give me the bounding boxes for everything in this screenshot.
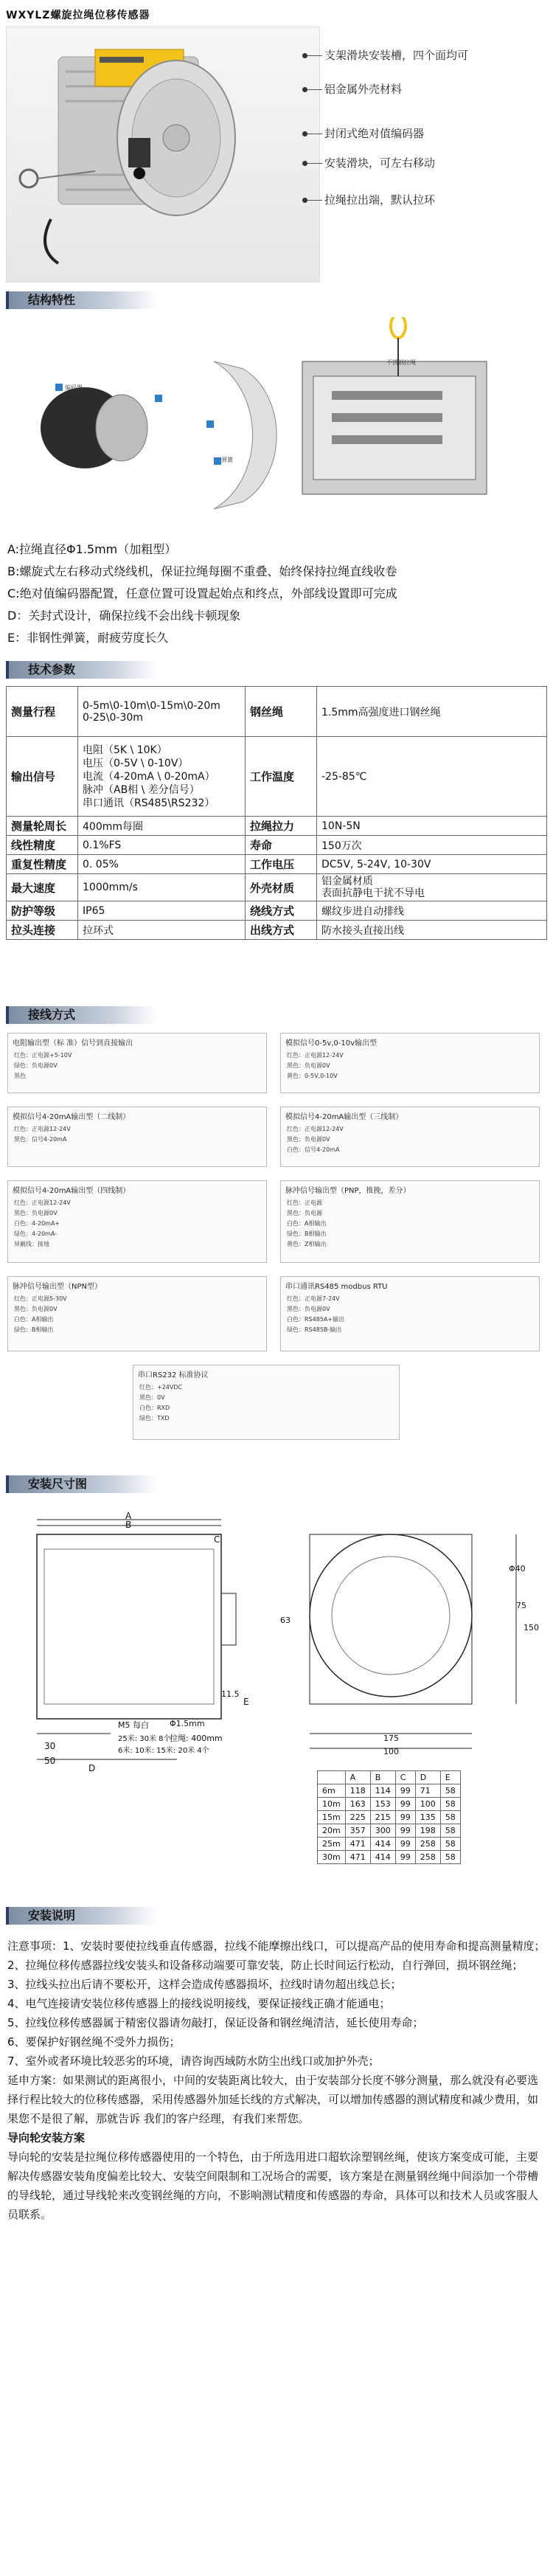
wire-line: 黑色：负电源0V	[14, 1306, 58, 1312]
wire-line: 绿色：RS485B-输出	[287, 1326, 342, 1333]
wire-line: 绿色：B相输出	[14, 1326, 54, 1333]
callout-leader	[307, 200, 322, 201]
wire-line: 绿色：B相输出	[287, 1230, 327, 1237]
dim-cell: 58	[440, 1811, 460, 1824]
dim-row	[318, 1811, 461, 1824]
wiring-title: 脉冲信号输出型（PNP，推挽，差分）	[285, 1187, 411, 1195]
dim-cell: 153	[370, 1798, 395, 1811]
spec-value: 铝金属材质 表面抗静电干扰不导电	[317, 874, 547, 901]
spec-value: 400mm每圈	[78, 817, 246, 836]
dim-header: C	[395, 1771, 415, 1784]
dim-cell: 414	[370, 1838, 395, 1851]
dim-b: B	[125, 1520, 132, 1530]
dim-c: C	[214, 1534, 220, 1545]
spec-row	[7, 836, 547, 855]
dim-row	[318, 1838, 461, 1851]
dim-cell: 99	[395, 1824, 415, 1838]
dim-a: A	[125, 1511, 132, 1521]
dim-cell: 99	[395, 1838, 415, 1851]
spec-key: 钢丝绳	[246, 687, 317, 737]
wire-line: 黄色：0-5V,0-10V	[287, 1073, 338, 1079]
section-title: 接线方式	[28, 1008, 76, 1022]
spec-key: 重复性精度	[7, 855, 78, 874]
dimension-table	[317, 1770, 461, 1864]
wiring-box	[280, 1180, 540, 1263]
wire-line: 红色：正电源5-30V	[14, 1295, 67, 1302]
dim-m5: M5 每白	[118, 1720, 149, 1730]
spec-table	[6, 686, 547, 940]
section-header-structure	[6, 291, 156, 309]
spec-value: 1000mm/s	[78, 874, 246, 901]
dim-100: 100	[383, 1747, 399, 1756]
spec-key: 测量行程	[7, 687, 78, 737]
callout-aluminum-shell: 铝金属外壳材料	[324, 83, 403, 96]
dim-wire: Φ1.5mm	[170, 1719, 205, 1728]
wire-line: 绿色：TXD	[139, 1415, 170, 1422]
dim-header: E	[440, 1771, 460, 1784]
callout-pull-end: 拉绳拉出端，默认拉环	[324, 193, 436, 207]
wire-line: 黑色：负电源0V	[14, 1210, 58, 1216]
dimension-grid	[317, 1770, 461, 1864]
dim-75: 75	[516, 1601, 526, 1610]
dim-175: 175	[383, 1734, 399, 1743]
wiring-title: 模拟信号4-20mA输出型（二线制）	[13, 1113, 131, 1121]
wire-line: 白色：4-20mA+	[14, 1220, 60, 1227]
wire-line: 红色：正电源12-24V	[14, 1199, 71, 1206]
dim-holes-25-30: 25米: 30米 8个	[118, 1735, 171, 1743]
dim-cell: 198	[415, 1824, 440, 1838]
spec-key: 最大速度	[7, 874, 78, 901]
dim-cell: 215	[370, 1811, 395, 1824]
dim-header: A	[345, 1771, 370, 1784]
spec-row	[7, 687, 547, 737]
wire-line: 红色：正电源12-24V	[287, 1052, 344, 1059]
wiring-box	[133, 1365, 400, 1440]
spec-key: 拉头连接	[7, 921, 78, 940]
feature-e: E：非钢性弹簧，耐疲劳度长久	[7, 631, 169, 645]
feature-c: C:绝对值编码器配置，任意位置可设置起始点和终点，外部线设置即可完成	[7, 586, 397, 600]
wiring-box	[280, 1107, 540, 1167]
wire-line: 黑色：负电源0V	[287, 1062, 330, 1069]
feature-a: A:拉绳直径Φ1.5mm（加粗型）	[7, 542, 177, 556]
wiring-title: 模拟信号4-20mA输出型（四线制）	[13, 1187, 131, 1195]
spec-key: 输出信号	[7, 737, 78, 817]
dim-cell: 58	[440, 1784, 460, 1798]
spec-value: 10N-5N	[317, 817, 547, 836]
dim-row	[318, 1784, 461, 1798]
dim-cell: 10m	[318, 1798, 346, 1811]
wire-line: 绿色：4-20mA-	[14, 1230, 58, 1237]
dim-cell: 163	[345, 1798, 370, 1811]
dim-cell: 58	[440, 1824, 460, 1838]
dim-63: 63	[280, 1616, 291, 1625]
dim-row	[318, 1851, 461, 1864]
dim-cell: 258	[415, 1838, 440, 1851]
callout-leader	[307, 89, 322, 90]
note-7: 7、室外或者环境比较恶劣的环境，请咨询西域防水防尘出线口或加护外壳；	[7, 2054, 380, 2068]
spec-value: 电阻（5K \ 10K） 电压（0-5V \ 0-10V） 电流（4-20mA \ 0-20mA） 脉冲（AB相 \ 差分信号） 串口通讯（RS485\RS232）	[78, 737, 246, 817]
spec-key: 工作温度	[246, 737, 317, 817]
spec-value: 0.1%FS	[78, 836, 246, 855]
note-4: 4、电气连接请安装位移传感器上的接线说明接线，要保证接线正确才能通电；	[7, 1997, 391, 2010]
exploded-view-svg	[22, 317, 538, 531]
wire-line: 黑色：负电源0V	[287, 1306, 330, 1312]
exploded-diagram	[22, 317, 538, 531]
callout-leader	[307, 163, 322, 164]
wire-line: 白色：信号4-20mA	[287, 1146, 340, 1153]
dim-cell: 471	[345, 1838, 370, 1851]
wiring-title: 串口RS232 标准协议	[138, 1371, 209, 1379]
wire-line: 黑色	[14, 1073, 26, 1079]
wire-line: 屏蔽线：接地	[14, 1241, 49, 1247]
spec-value: 防水接头直接出线	[317, 921, 547, 940]
spec-value: 150万次	[317, 836, 547, 855]
dim-cell: 99	[395, 1784, 415, 1798]
dim-e: E	[243, 1697, 249, 1707]
dim-cell: 471	[345, 1851, 370, 1864]
dim-phi40: Φ40	[509, 1564, 526, 1573]
dim-cell: 30m	[318, 1851, 346, 1864]
note-2: 2、拉绳位移传感器拉线安装头和设备移动端要可靠安装，防止长时间运行松动，自行弹回，损坏钢丝绳；	[7, 1959, 524, 1972]
dim-cell: 114	[370, 1784, 395, 1798]
spec-key: 测量轮周长	[7, 817, 78, 836]
wire-line: 红色：正电源12-24V	[287, 1126, 344, 1132]
dim-holes-6-20: 6米: 10米: 15米: 20米 4个	[118, 1747, 209, 1755]
spec-key: 绕线方式	[246, 901, 317, 921]
spec-table-grid	[6, 686, 547, 940]
dim-cell: 15m	[318, 1811, 346, 1824]
dim-header: D	[415, 1771, 440, 1784]
spec-key: 线性精度	[7, 836, 78, 855]
spec-key: 工作电压	[246, 855, 317, 874]
section-header-specs	[6, 661, 156, 679]
dim-cell: 58	[440, 1798, 460, 1811]
wire-line: 黑色：0V	[139, 1394, 165, 1401]
spec-value: -25-85℃	[317, 737, 547, 817]
dim-pull: 拉绳: 400mm	[170, 1734, 223, 1743]
wiring-box	[7, 1276, 267, 1351]
wiring-title: 模拟信号0-5v,0-10v输出型	[285, 1039, 378, 1048]
dim-cell: 25m	[318, 1838, 346, 1851]
wire-line: 白色：RS485A+输出	[287, 1316, 345, 1323]
note-1: 注意事项：1、安装时要使拉线垂直传感器，拉线不能摩擦出线口，可以提高产品的使用寿命和提高测量精度；	[7, 1939, 546, 1953]
dim-header: B	[370, 1771, 395, 1784]
dim-cell: 100	[415, 1798, 440, 1811]
wiring-title: 脉冲信号输出型（NPN型）	[13, 1283, 102, 1291]
product-hero-image	[6, 27, 320, 283]
note-6: 6、要保护好钢丝绳不受外力损伤；	[7, 2035, 181, 2049]
wiring-box	[7, 1033, 267, 1093]
dim-50: 50	[44, 1756, 56, 1766]
spec-value: 拉环式	[78, 921, 246, 940]
section-header-install	[6, 1907, 156, 1925]
page-title: WXYLZ螺旋拉绳位移传感器	[6, 10, 150, 21]
section-title: 结构特性	[28, 293, 76, 307]
spec-key: 出线方式	[246, 921, 317, 940]
dim-row	[318, 1824, 461, 1838]
page-footer	[0, 2570, 553, 2576]
spec-value: DC5V, 5-24V, 10-30V	[317, 855, 547, 874]
dim-header	[318, 1771, 346, 1784]
dim-row	[318, 1798, 461, 1811]
wire-line: 红色：+24VDC	[139, 1384, 183, 1391]
wire-line: 白色：RXD	[139, 1405, 170, 1411]
dim-cell: 225	[345, 1811, 370, 1824]
callout-mount-slider: 安装滑块，可左右移动	[324, 156, 436, 170]
wiring-title: 串口通讯RS485 modbus RTU	[285, 1283, 388, 1291]
section-title: 安装说明	[28, 1908, 76, 1922]
dimension-drawing	[7, 1505, 546, 1874]
spec-value: IP65	[78, 901, 246, 921]
spec-key: 拉绳拉力	[246, 817, 317, 836]
dim-150: 150	[524, 1623, 539, 1632]
dim-cell: 300	[370, 1824, 395, 1838]
feature-d: D：关封式设计，确保拉线不会出线卡顿现象	[7, 609, 241, 623]
spec-row	[7, 737, 547, 817]
dim-cell: 135	[415, 1811, 440, 1824]
note-5: 5、拉线位移传感器属于精密仪器请勿敲打，保证设备和钢丝绳清洁，延长使用寿命；	[7, 2016, 424, 2029]
dim-cell: 258	[415, 1851, 440, 1864]
label-encoder: 编码器	[65, 384, 83, 391]
wire-line: 红色：正电源+5-10V	[14, 1052, 72, 1059]
section-header-wiring	[6, 1006, 156, 1024]
dim-cell: 99	[395, 1811, 415, 1824]
install-notes	[7, 1936, 546, 2224]
dim-cell: 71	[415, 1784, 440, 1798]
wire-line: 黑色：负电源0V	[287, 1136, 330, 1143]
dim-header-row	[318, 1771, 461, 1784]
dim-cell: 20m	[318, 1824, 346, 1838]
spec-value: 0-5m\0-10m\0-15m\0-20m 0-25\0-30m	[78, 687, 246, 737]
wire-line: 白色：A相输出	[14, 1316, 54, 1323]
wire-line: 黑色：信号4-20mA	[14, 1136, 67, 1143]
callout-dot	[302, 53, 307, 58]
wiring-box	[280, 1033, 540, 1093]
callout-dot	[302, 198, 307, 203]
callout-slider-slot: 支架滑块安装槽，四个面均可	[324, 49, 469, 62]
note-guide-title: 导向轮安装方案	[7, 2131, 86, 2144]
wire-line: 绿色：负电源0V	[14, 1062, 58, 1069]
dim-11-5: 11.5	[221, 1689, 240, 1699]
dim-30: 30	[44, 1741, 56, 1751]
spec-value: 1.5mm高强度进口钢丝绳	[317, 687, 547, 737]
note-guide: 导向轮的安装是拉绳位移传感器使用的一个特色，由于所选用进口超软涂塑钢丝绳，使该方案变成可能，主要解决传感器安装角度偏差比较大、安装空间限制和工况场合的需要，该方案是在测量钢丝绳中间添加一个带槽的导线轮，通过导线轮来改变钢丝绳的方向，不影响测试精度和传感器的寿命，具体可以和技术人员或客服人员联系。	[7, 2150, 539, 2221]
callout-dot	[302, 131, 307, 136]
sensor-photo	[7, 27, 319, 282]
dim-cell: 6m	[318, 1784, 346, 1798]
spec-row	[7, 921, 547, 940]
section-title: 技术参数	[28, 662, 76, 676]
section-title: 安装尺寸图	[28, 1477, 88, 1491]
spec-key: 外壳材质	[246, 874, 317, 901]
wire-line: 红色：正电源	[287, 1199, 322, 1206]
wire-line: 红色：正电源12-24V	[14, 1126, 71, 1132]
note-3: 3、拉线头拉出后请不要松开，这样会造成传感器损坏，拉线时请勿超出线总长；	[7, 1978, 402, 1991]
dim-cell: 118	[345, 1784, 370, 1798]
wire-line: 白色：A相输出	[287, 1220, 327, 1227]
callout-dot	[302, 87, 307, 92]
spec-row	[7, 817, 547, 836]
note-extension: 延申方案：如果测试的距离很小，中间的安装距离比较大，由于安装部分长度不够分测量，那么就没有必要选择行程比较大的位移传感器，采用传感器外加延长线的方式解决，可以增加传感器的测试精度和减少费用，如果您不是很了解，那就告诉 我们的客户经理，有我们来帮您。	[7, 2074, 539, 2125]
feature-list	[7, 539, 546, 649]
spec-row	[7, 874, 547, 901]
callout-encoder: 封闭式绝对值编码器	[324, 127, 425, 140]
wiring-title: 电阻输出型（标 准）信号到直接输出	[13, 1039, 133, 1048]
spec-value: 螺纹步进自动排线	[317, 901, 547, 921]
wire-line: 黄色：Z相输出	[287, 1241, 327, 1247]
dim-cell: 414	[370, 1851, 395, 1864]
callout-dot	[302, 161, 307, 166]
dimension-svg	[7, 1505, 546, 1874]
spec-key: 防护等级	[7, 901, 78, 921]
wiring-box	[280, 1276, 540, 1351]
label-wire: 不锈钢拉绳	[386, 359, 416, 366]
label-spring: 弹簧	[221, 457, 233, 463]
dim-cell: 58	[440, 1851, 460, 1864]
wiring-title: 模拟信号4-20mA输出型（三线制）	[285, 1113, 403, 1121]
wiring-box	[7, 1107, 267, 1167]
callout-leader	[307, 55, 322, 56]
spec-row	[7, 901, 547, 921]
wiring-box	[7, 1180, 267, 1263]
wire-line: 黑色：负电源	[287, 1210, 322, 1216]
feature-b: B:螺旋式左右移动式绕线机，保证拉绳每圈不重叠、始终保持拉绳直线收卷	[7, 564, 397, 578]
dim-cell: 357	[345, 1824, 370, 1838]
section-header-dimensions	[6, 1475, 156, 1493]
spec-row	[7, 855, 547, 874]
dim-cell: 58	[440, 1838, 460, 1851]
spec-key: 寿命	[246, 836, 317, 855]
spec-value: 0. 05%	[78, 855, 246, 874]
dim-d: D	[88, 1763, 96, 1773]
dim-cell: 99	[395, 1798, 415, 1811]
dim-cell: 99	[395, 1851, 415, 1864]
wire-line: 红色：正电源7-24V	[287, 1295, 340, 1302]
